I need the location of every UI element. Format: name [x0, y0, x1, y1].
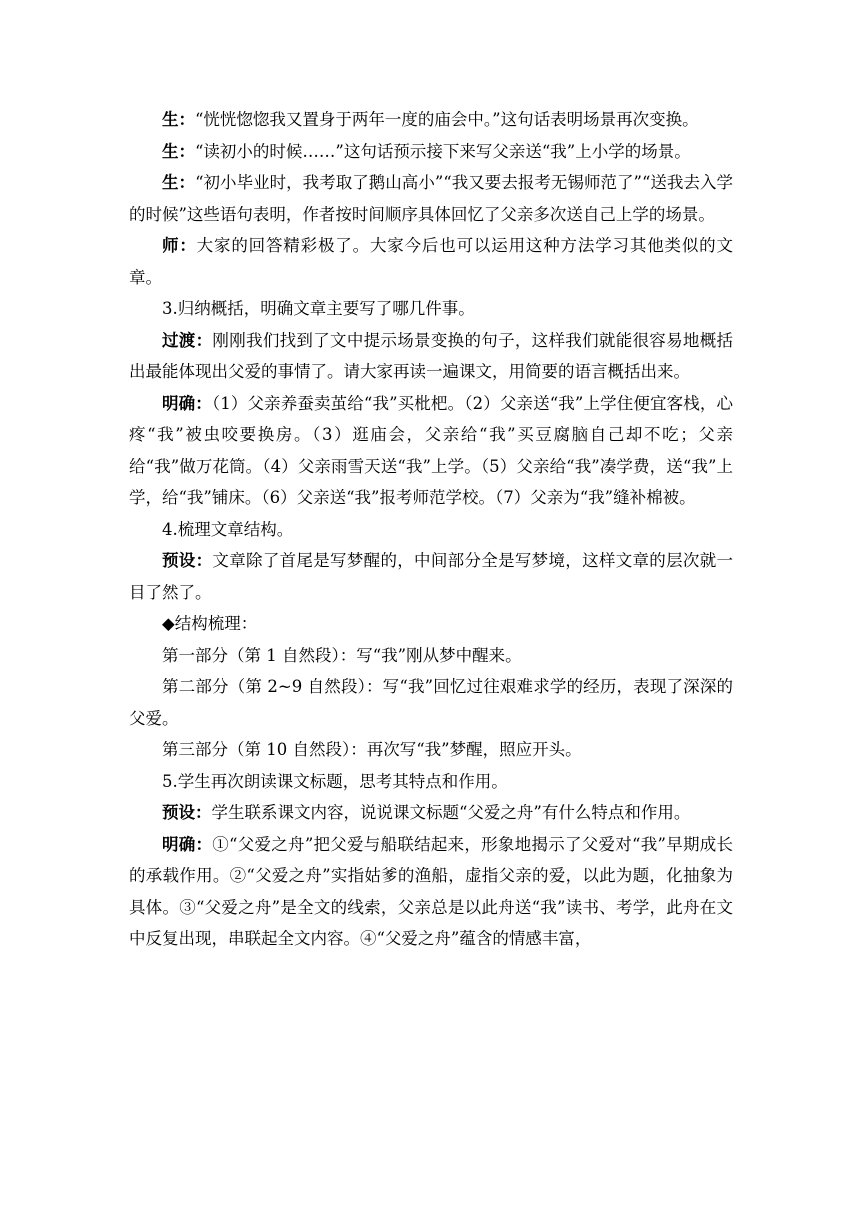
paragraph-text: “读初小的时候……”这句话预示接下来写父亲送“我”上小学的场景。 [195, 141, 691, 161]
paragraph [129, 640, 733, 672]
paragraph [129, 388, 733, 514]
paragraph-text: 第二部分（第 2~9 自然段）：写“我”回忆过往艰难求学的经历，表现了深深的父爱。 [129, 677, 733, 728]
paragraph-text: 5.学生再次朗读课文标题，思考其特点和作用。 [162, 771, 508, 791]
paragraph [129, 230, 733, 293]
paragraph-text: 刚刚我们找到了文中提示场景变换的句子，这样我们就能很容易地概括出最能体现出父爱的事情了。请大家再读一遍课文，用简要的语言概括出来。 [129, 330, 734, 381]
speaker-label: 明确： [162, 834, 213, 854]
paragraph [129, 829, 733, 955]
paragraph [129, 514, 733, 546]
paragraph [129, 734, 733, 766]
speaker-label: 预设： [162, 803, 212, 822]
paragraph [129, 104, 733, 136]
paragraph-text: 学生联系课文内容，说说课文标题“父爱之舟”有什么特点和作用。 [211, 803, 691, 822]
paragraph-text: 第一部分（第 1 自然段）：写“我”刚从梦中醒来。 [162, 645, 522, 665]
speaker-label: 过渡： [162, 330, 213, 350]
paragraph [129, 325, 733, 388]
paragraph [129, 797, 733, 829]
paragraph-text: 3.归纳概括，明确文章主要写了哪几件事。 [162, 299, 475, 318]
speaker-label: 预设： [162, 551, 213, 570]
paragraph [129, 671, 733, 734]
paragraph [129, 608, 733, 640]
paragraph-text: ◆结构梳理： [162, 614, 258, 633]
speaker-label: 生： [162, 173, 196, 192]
paragraph [129, 136, 733, 168]
paragraph-text: ①“父爱之舟”把父爱与船联结起来，形象地揭示了父爱对“我”早期成长的承载作用。②“父爱之舟”实指姑爹的渔船，虚指父亲的爱，以此为题，化抽象为具体。③“父爱之舟”是全文的线索，父亲总是以此舟送“我”读书、考学，此舟在文中反复出现，串联起全文内容。④“父爱之舟”蕴含的情感丰富， [129, 834, 733, 948]
document-body [129, 104, 733, 955]
paragraph [129, 545, 733, 608]
paragraph [129, 167, 733, 230]
speaker-label: 生： [162, 110, 195, 129]
paragraph-text: 大家的回答精彩极了。大家今后也可以运用这种方法学习其他类似的文章。 [129, 236, 733, 287]
paragraph [129, 293, 733, 325]
paragraph-text: “恍恍惚惚我又置身于两年一度的庙会中。”这句话表明场景再次变换。 [195, 110, 699, 129]
speaker-label: 明确： [162, 393, 212, 413]
paragraph-text: “初小毕业时，我考取了鹅山高小”“我又要去报考无锡师范了”“送我去入学的时候”这些语句表明，作者按时间顺序具体回忆了父亲多次送自己上学的场景。 [129, 173, 734, 224]
paragraph-text: 4.梳理文章结构。 [162, 519, 294, 539]
paragraph [129, 766, 733, 798]
speaker-label: 生： [162, 141, 195, 161]
speaker-label: 师： [162, 236, 197, 255]
paragraph-text: 第三部分（第 10 自然段）：再次写“我”梦醒，照应开头。 [162, 740, 582, 759]
paragraph-text: 文章除了首尾是写梦醒的，中间部分全是写梦境，这样文章的层次就一目了然了。 [129, 551, 734, 602]
paragraph-text: （1）父亲养蚕卖茧给“我”买枇杷。（2）父亲送“我”上学住便宜客栈，心疼“我”被虫咬要换房。（3）逛庙会，父亲给“我”买豆腐脑自己却不吃；父亲给“我”做万花筒。（4）父亲雨雪天送“我”上学。（5）父亲给“我”凑学费，送“我”上学，给“我”铺床。（6）父亲送“我”报考师范学校。（7）父亲为“我”缝补棉被。 [129, 393, 733, 507]
